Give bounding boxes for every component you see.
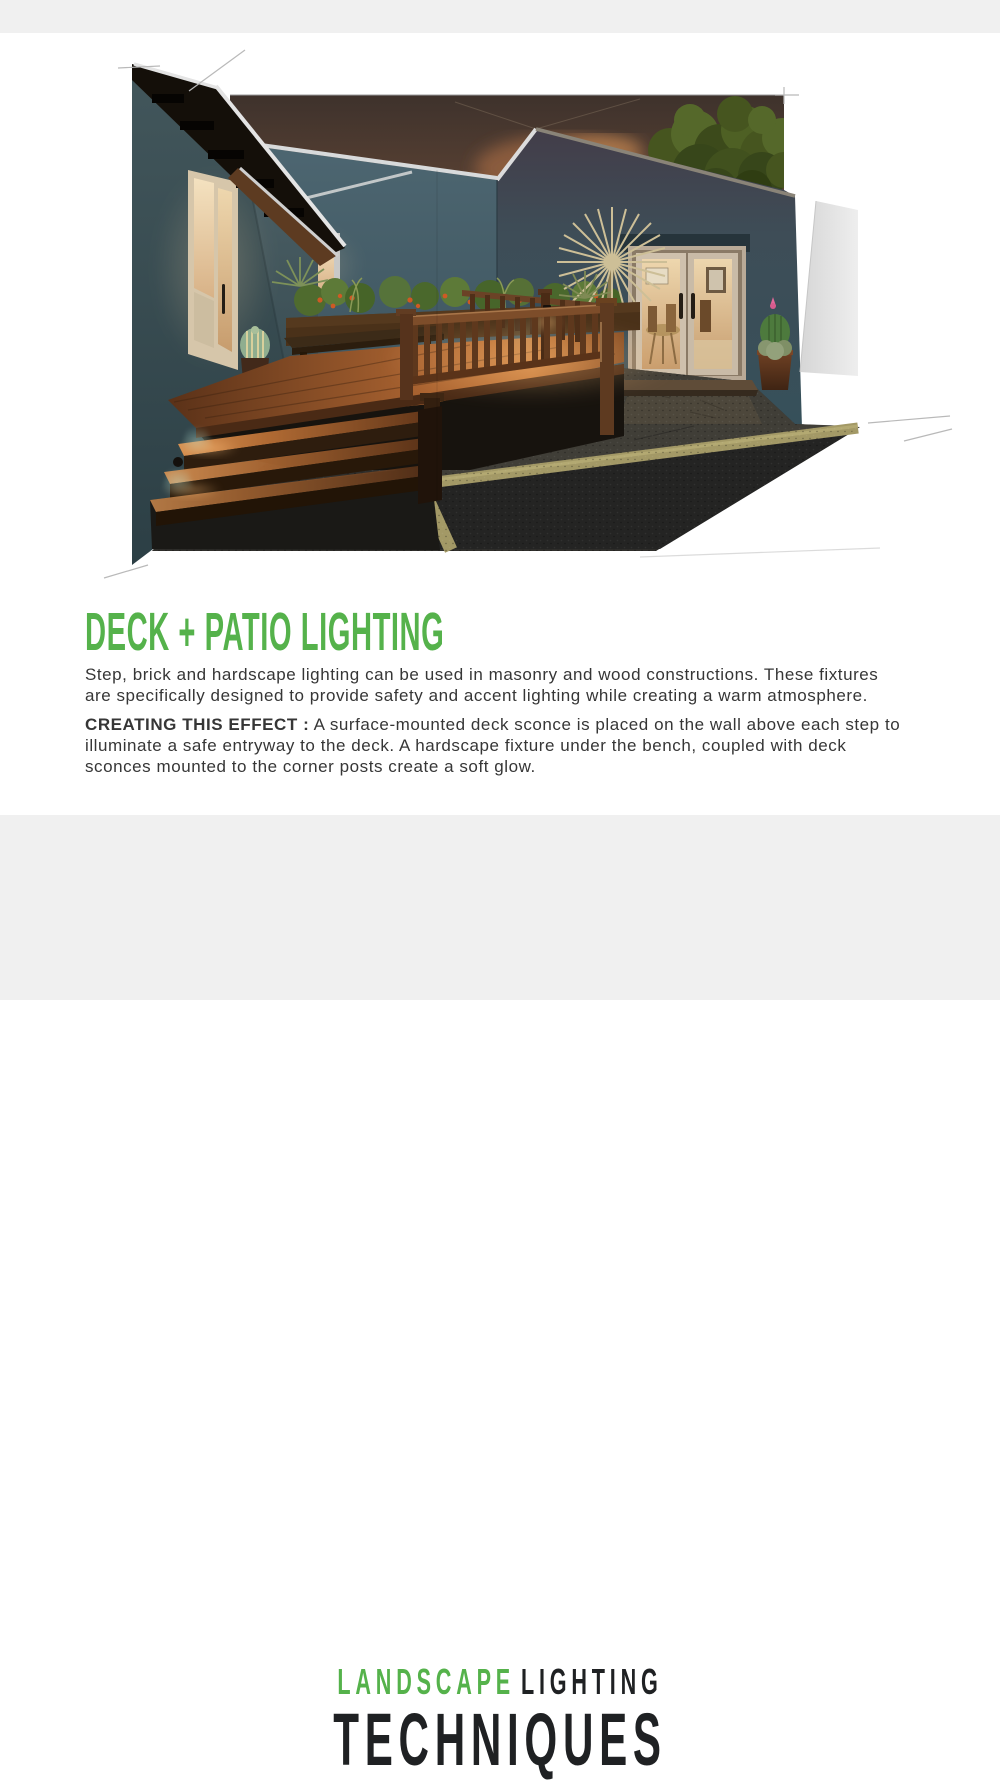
intro-paragraph xyxy=(85,664,878,706)
scene-illustration xyxy=(0,0,1000,620)
page-title: DECK + PATIO LIGHTING xyxy=(85,602,445,662)
effect-paragraph xyxy=(85,714,900,777)
paragraph-line xyxy=(85,714,900,735)
paragraph-line: illuminate a safe entryway to the deck. A hardscape fixture under the bench, coupled with deck xyxy=(85,736,847,755)
paragraph-line: are specifically designed to provide safety and accent lighting while creating a warm atmosphere. xyxy=(85,686,868,705)
effect-label: CREATING THIS EFFECT : xyxy=(85,715,310,734)
brand-word-landscape: LANDSCAPE xyxy=(337,1661,516,1702)
door-handle xyxy=(222,284,225,314)
step-sconce-fixture xyxy=(173,457,183,467)
effect-line-rest: A surface-mounted deck sconce is placed on the wall above each step to xyxy=(309,715,901,734)
paragraph-line: Step, brick and hardscape lighting can be used in masonry and wood constructions. These fixtures xyxy=(85,665,879,684)
paragraph-line: sconces mounted to the corner posts create a soft glow. xyxy=(85,757,536,776)
brand-word-lighting: LIGHTING xyxy=(521,1661,663,1702)
entry-door xyxy=(188,170,238,370)
door-handle xyxy=(679,293,683,319)
cactus-flower xyxy=(770,303,776,309)
brand-title: TECHNIQUES xyxy=(333,1698,667,1781)
footer-band xyxy=(0,815,1000,1781)
door-handle xyxy=(691,293,695,319)
side-wall-panel xyxy=(800,201,858,376)
